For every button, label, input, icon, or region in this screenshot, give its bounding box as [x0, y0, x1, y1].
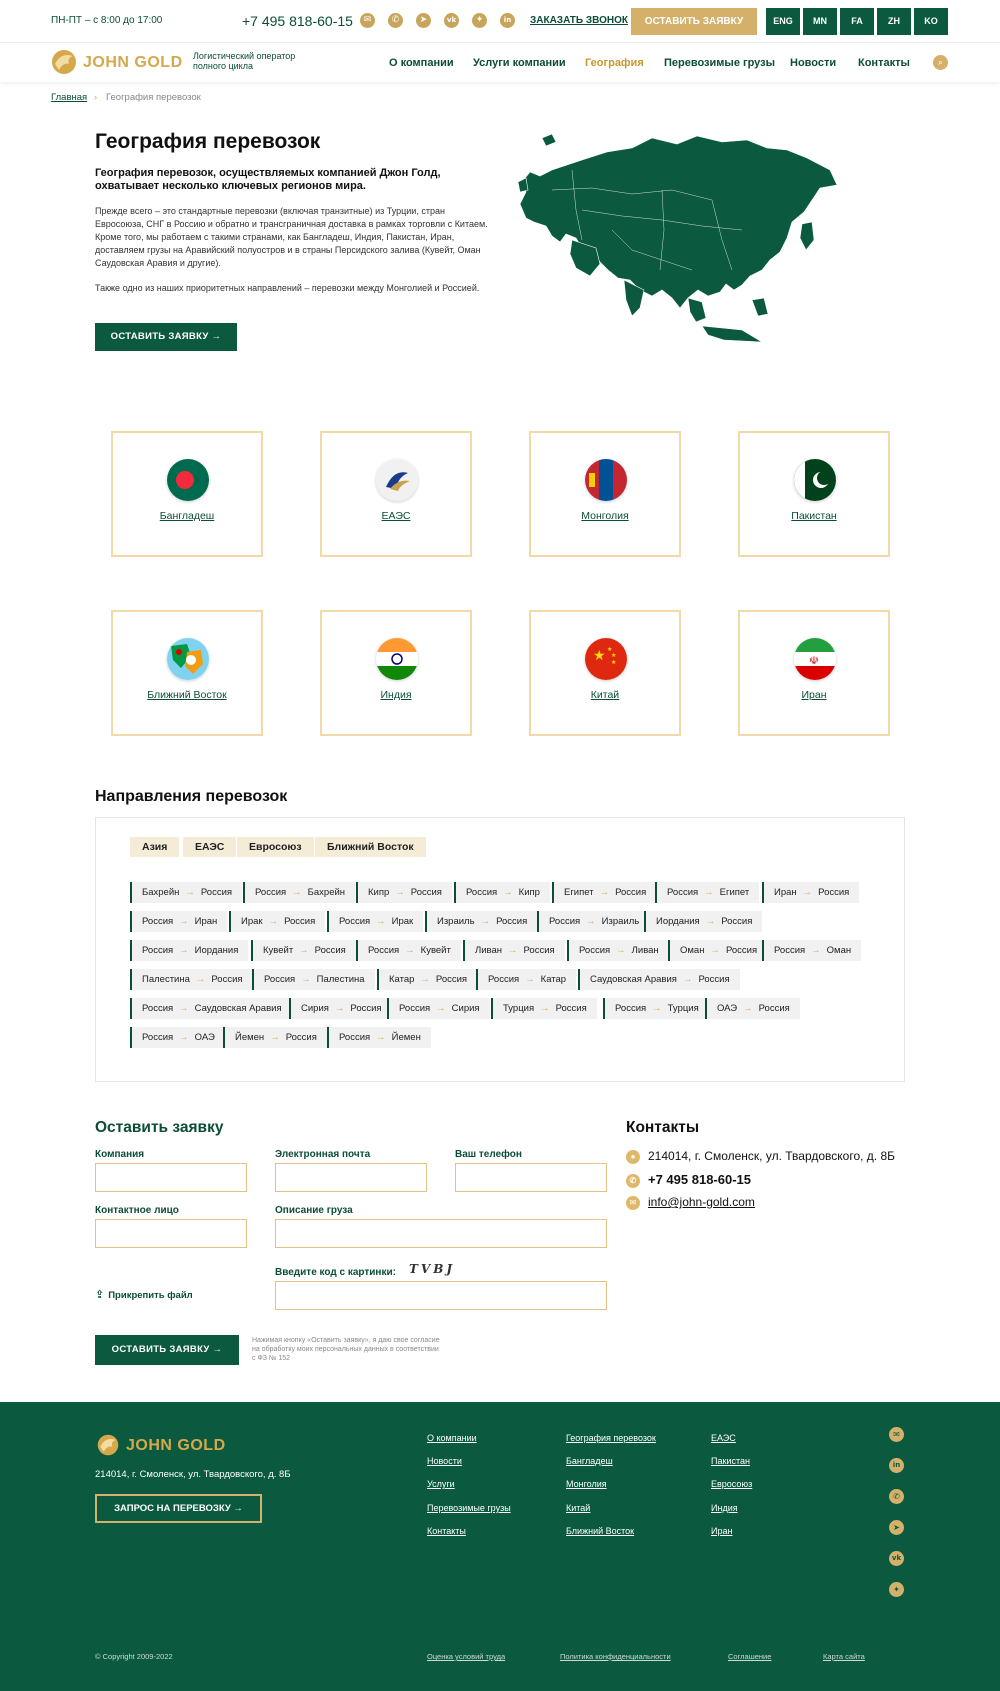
region-name: Иран: [801, 689, 827, 701]
location-icon: ●: [626, 1150, 640, 1164]
route-chip[interactable]: [223, 1027, 327, 1048]
region-name: Ближний Восток: [147, 689, 227, 701]
route-chip[interactable]: [130, 940, 248, 961]
route-origin: Ливан: [475, 945, 503, 956]
route-origin: Иордания: [656, 916, 700, 927]
submit-label: ОСТАВИТЬ ЗАЯВКУ: [111, 1344, 210, 1355]
form-title: Оставить заявку: [95, 1119, 224, 1136]
route-destination: Россия: [200, 887, 233, 898]
footer-bottom-link[interactable]: Карта сайта: [823, 1652, 865, 1661]
route-destination: Палестина: [316, 974, 365, 985]
route-destination: Россия: [284, 916, 316, 927]
working-hours: ПН-ПТ – с 8:00 до 17:00: [51, 15, 163, 26]
route-destination: Ливан: [631, 945, 659, 956]
arrow-right-icon: →: [704, 887, 714, 898]
route-destination: Россия: [285, 1032, 317, 1043]
region-card-india[interactable]: [320, 610, 472, 736]
callback-link[interactable]: ЗАКАЗАТЬ ЗВОНОК: [530, 15, 628, 26]
email-input[interactable]: [275, 1163, 427, 1192]
route-chip[interactable]: [425, 911, 537, 932]
route-chip[interactable]: [762, 882, 859, 903]
region-name: Бангладеш: [159, 510, 215, 522]
iran-flag-icon: [794, 638, 836, 680]
arrow-right-icon: →: [705, 916, 716, 927]
telegram-icon[interactable]: ➤: [416, 13, 431, 28]
footer-link[interactable]: Пакистан: [711, 1456, 750, 1466]
nav-services[interactable]: Услуги компании: [473, 57, 566, 69]
arrow-right-icon: →: [195, 974, 206, 985]
route-chip[interactable]: [387, 998, 490, 1019]
route-destination: Саудовская Аравия: [194, 1003, 282, 1014]
submit-request-button[interactable]: ОСТАВИТЬ ЗАЯВКУ →: [95, 1335, 239, 1365]
whatsapp-icon[interactable]: ✆: [889, 1489, 904, 1504]
pakistan-flag-icon: [794, 459, 836, 501]
consent-note: Нажимая кнопку «Оставить заявку», я даю свое согласие на обработку моих персональных данных в соответствии с ФЗ № 152: [252, 1337, 440, 1362]
route-destination: ОАЭ: [194, 1032, 215, 1043]
route-origin: Россия: [255, 887, 287, 898]
footer-bottom-link[interactable]: Соглашение: [728, 1652, 772, 1661]
route-origin: Саудовская Аравия: [590, 974, 677, 985]
route-chip[interactable]: [356, 882, 452, 903]
route-destination: Россия: [758, 1003, 790, 1014]
arrow-right-icon: →: [420, 974, 430, 985]
route-origin: Россия: [142, 1003, 174, 1014]
route-chip[interactable]: [603, 998, 709, 1019]
region-card-china[interactable]: [529, 610, 681, 736]
breadcrumb-home[interactable]: Главная: [51, 92, 88, 103]
route-origin: Россия: [339, 1032, 371, 1043]
route-chip[interactable]: [552, 882, 656, 903]
route-chip[interactable]: [130, 1027, 225, 1048]
copyright: © Copyright 2009-2022: [95, 1652, 173, 1661]
vk-icon[interactable]: vk: [444, 13, 459, 28]
whatsapp-icon[interactable]: ✆: [388, 13, 403, 28]
route-origin: Кувейт: [263, 945, 294, 956]
bangladesh-flag-icon: [167, 459, 209, 501]
route-chip[interactable]: [252, 969, 375, 990]
company-label: Компания: [95, 1149, 145, 1160]
arrow-right-icon: →: [334, 1003, 345, 1014]
route-chip[interactable]: [377, 969, 477, 990]
arrow-right-icon: →: [525, 974, 535, 985]
route-chip[interactable]: [567, 940, 669, 961]
footer-transport-request-button[interactable]: ЗАПРОС НА ПЕРЕВОЗКУ →: [95, 1494, 262, 1523]
arrow-right-icon: →: [743, 1003, 753, 1014]
route-chip[interactable]: [454, 882, 550, 903]
footer-link[interactable]: Услуги: [427, 1479, 455, 1489]
email-label: Электронная почта: [275, 1149, 371, 1160]
contact-person-label: Контактное лицо: [95, 1205, 179, 1216]
footer-link[interactable]: Бангладеш: [566, 1456, 613, 1466]
svg-text:★: ★: [593, 648, 606, 664]
region-name: Монголия: [581, 510, 629, 522]
captcha-label: Введите код с картинки:: [275, 1267, 396, 1278]
region-card-bangladesh[interactable]: [111, 431, 263, 557]
svg-text:☫: ☫: [809, 654, 819, 667]
route-chip[interactable]: [491, 998, 597, 1019]
contact-address: [626, 1149, 895, 1164]
route-chip[interactable]: [356, 940, 461, 961]
region-card-iran[interactable]: [738, 610, 890, 736]
region-card-middle-east[interactable]: [111, 610, 263, 736]
arrow-right-icon: →: [270, 1032, 280, 1043]
route-origin: ОАЭ: [717, 1003, 738, 1014]
search-icon[interactable]: ⌕: [933, 55, 948, 70]
route-origin: Израиль: [437, 916, 475, 927]
route-destination: Йемен: [391, 1032, 421, 1043]
arrow-right-icon: →: [480, 916, 491, 927]
arrow-right-icon: →: [301, 974, 311, 985]
footer-link[interactable]: Евросоюз: [711, 1479, 753, 1489]
route-origin: Катар: [389, 974, 415, 985]
route-chip[interactable]: [668, 940, 767, 961]
svg-text:★: ★: [611, 659, 617, 666]
telegram-icon[interactable]: ➤: [889, 1520, 904, 1535]
arrow-right-icon: →: [508, 945, 518, 956]
route-chip[interactable]: [130, 969, 253, 990]
footer-address: 214014, г. Смоленск, ул. Твардовского, д. 8Б: [95, 1469, 291, 1480]
captcha-image: TVBJ: [409, 1262, 456, 1276]
route-origin: Россия: [549, 916, 581, 927]
route-origin: Россия: [368, 945, 400, 956]
footer-logo-icon[interactable]: [95, 1433, 121, 1457]
route-origin: Бахрейн: [142, 887, 180, 898]
footer-link[interactable]: Контакты: [427, 1526, 466, 1536]
top-phone[interactable]: +7 495 818-60-15: [242, 13, 353, 29]
footer-bottom-link[interactable]: Политика конфиденциальности: [560, 1652, 671, 1661]
route-chip[interactable]: [762, 940, 861, 961]
arrow-right-icon: →: [540, 1003, 550, 1014]
region-name: Пакистан: [791, 510, 837, 522]
main-header: [0, 42, 1000, 82]
footer-link[interactable]: Новости: [427, 1456, 462, 1466]
route-destination: Египет: [719, 887, 750, 898]
route-chip[interactable]: [655, 882, 759, 903]
middle-east-flags-icon: [167, 638, 209, 680]
region-name: ЕАЭС: [381, 510, 411, 522]
route-chip[interactable]: [537, 911, 649, 932]
cargo-description-input[interactable]: [275, 1219, 607, 1248]
footer-link[interactable]: Индия: [711, 1503, 738, 1513]
route-origin: Россия: [339, 916, 371, 927]
nav-cargo[interactable]: Перевозимые грузы: [664, 57, 775, 69]
nav-about[interactable]: О компании: [389, 57, 454, 69]
arrow-right-icon: →: [405, 945, 415, 956]
cargo-description-label: Описание груза: [275, 1205, 353, 1216]
route-destination: Россия: [615, 887, 647, 898]
route-origin: Россия: [399, 1003, 431, 1014]
region-name: Китай: [590, 689, 620, 701]
route-destination: Ирак: [391, 916, 414, 927]
route-destination: Россия: [435, 974, 468, 985]
captcha-input[interactable]: [275, 1281, 607, 1310]
route-destination: Россия: [314, 945, 346, 956]
arrow-right-icon: →: [179, 945, 189, 956]
arrow-right-icon: →: [185, 887, 195, 898]
intro-request-label: ОСТАВИТЬ ЗАЯВКУ: [110, 331, 209, 342]
route-origin: Ирак: [241, 916, 263, 927]
route-destination: Россия: [721, 916, 753, 927]
arrow-right-icon: →: [682, 974, 693, 985]
svg-text:★: ★: [607, 646, 613, 653]
arrow-right-icon: →: [292, 887, 302, 898]
directions-title: Направления перевозок: [95, 788, 288, 805]
arrow-right-icon: →: [179, 1003, 189, 1014]
region-card-pakistan[interactable]: [738, 431, 890, 557]
route-origin: Иран: [774, 887, 797, 898]
arrow-right-icon: →: [599, 887, 610, 898]
tab-asia[interactable]: Азия: [130, 837, 179, 857]
route-origin: Египет: [564, 887, 594, 898]
mail-icon[interactable]: ✉: [360, 13, 375, 28]
arrow-right-icon: →: [652, 1003, 662, 1014]
arrow-right-icon: →: [811, 945, 821, 956]
route-chip[interactable]: [476, 969, 576, 990]
route-chip[interactable]: [130, 882, 242, 903]
phone-label: Ваш телефон: [455, 1149, 522, 1160]
breadcrumb-current: География перевозок: [106, 92, 201, 103]
nav-contacts[interactable]: Контакты: [858, 57, 910, 69]
route-origin: Россия: [466, 887, 498, 898]
contact-email-text: info@john-gold.com: [648, 1195, 755, 1209]
route-chip[interactable]: [327, 1027, 431, 1048]
route-destination: Россия: [350, 1003, 382, 1014]
attach-file-label: Прикрепить файл: [108, 1290, 193, 1301]
region-card-eaeu[interactable]: [320, 431, 472, 557]
page-title: География перевозок: [95, 130, 321, 153]
route-origin: Йемен: [235, 1032, 265, 1043]
top-bar: [0, 0, 1000, 42]
eaeu-emblem-icon: [376, 459, 418, 501]
route-origin: Россия: [615, 1003, 647, 1014]
route-destination: Россия: [725, 945, 758, 956]
footer-link[interactable]: Монголия: [566, 1479, 607, 1489]
arrow-right-icon: →: [268, 916, 279, 927]
brand-tagline: Логистический оператор полного цикла: [193, 51, 296, 71]
nav-geography[interactable]: География: [585, 57, 644, 69]
arrow-right-icon: →: [376, 916, 386, 927]
arrow-right-icon: →: [616, 945, 626, 956]
intro-request-button[interactable]: ОСТАВИТЬ ЗАЯВКУ →: [95, 323, 237, 351]
route-origin: Турция: [503, 1003, 535, 1014]
route-destination: Израиль: [601, 916, 640, 927]
route-chip[interactable]: [229, 911, 325, 932]
attach-file-button[interactable]: [95, 1288, 193, 1301]
route-origin: Россия: [488, 974, 520, 985]
yandex-zen-icon[interactable]: ✦: [472, 13, 487, 28]
tab-middle-east[interactable]: Ближний Восток: [315, 837, 426, 857]
route-chip[interactable]: [327, 911, 423, 932]
arrow-right-icon: →: [436, 1003, 446, 1014]
mongolia-flag-icon: [585, 459, 627, 501]
route-origin: Палестина: [142, 974, 190, 985]
footer-brand[interactable]: JOHN GOLD: [126, 1437, 226, 1454]
route-destination: Кувейт: [420, 945, 451, 956]
route-destination: Россия: [698, 974, 730, 985]
route-destination: Россия: [410, 887, 442, 898]
yandex-zen-icon[interactable]: ✦: [889, 1582, 904, 1597]
route-origin: Россия: [579, 945, 611, 956]
arrow-right-icon: →: [802, 887, 813, 898]
footer-link[interactable]: Перевозимые грузы: [427, 1503, 511, 1513]
route-destination: Россия: [211, 974, 243, 985]
footer-link[interactable]: Иран: [711, 1526, 733, 1536]
arrow-right-icon: →: [710, 945, 720, 956]
route-destination: Россия: [555, 1003, 587, 1014]
intro-lead: География перевозок, осуществляемых компанией Джон Голд, охватывает несколько ключевых регионов мира.: [95, 167, 441, 192]
footer-bottom-link[interactable]: Оценка условий труда: [427, 1652, 506, 1661]
arrow-right-icon: →: [503, 887, 513, 898]
footer-link[interactable]: Китай: [566, 1503, 591, 1513]
nav-news[interactable]: Новости: [790, 57, 837, 69]
contact-person-input[interactable]: [95, 1219, 247, 1248]
route-origin: Россия: [142, 916, 174, 927]
route-origin: Россия: [667, 887, 699, 898]
address-text: 214014, г. Смоленск, ул. Твардовского, д. 8Б: [648, 1149, 896, 1163]
lang-zh[interactable]: ZH: [877, 8, 911, 35]
contact-email[interactable]: [626, 1195, 755, 1210]
lang-eng[interactable]: ENG: [766, 8, 800, 35]
phone-input[interactable]: [455, 1163, 607, 1192]
route-destination: Кипр: [518, 887, 540, 898]
logo-icon[interactable]: [49, 48, 79, 76]
route-destination: Катар: [540, 974, 567, 985]
footer-button-label: ЗАПРОС НА ПЕРЕВОЗКУ: [114, 1503, 231, 1514]
tab-eu[interactable]: Евросоюз: [237, 837, 314, 857]
route-origin: Россия: [264, 974, 296, 985]
brand-name[interactable]: JOHN GOLD: [83, 54, 183, 71]
route-origin: Оман: [680, 945, 705, 956]
route-destination: Иран: [194, 916, 218, 927]
arrow-right-icon: →: [179, 916, 189, 927]
route-origin: Россия: [774, 945, 806, 956]
contacts-title: Контакты: [626, 1119, 700, 1136]
intro-paragraph-1: Прежде всего – это стандартные перевозки (включая транзитные) из Турции, стран Евросоюза, СНГ в Россию и обратно и трансграничная доставка в рамках торговли с Китаем. Кроме того, мы работаем с такими странами, как Бангладеш, Индия, Пакистан, Иран, доставляем грузы на Аравийский полуостров и в страны Персидского залива (Кувейт, Оман Саудовская Аравия и другие).: [95, 206, 488, 268]
breadcrumb-separator: ›: [94, 92, 98, 103]
route-chip[interactable]: [705, 998, 800, 1019]
route-chip[interactable]: [578, 969, 740, 990]
svg-text:★: ★: [611, 652, 617, 659]
route-origin: Сирия: [301, 1003, 329, 1014]
footer-link[interactable]: О компании: [427, 1433, 477, 1443]
arrow-right-icon: →: [376, 1032, 386, 1043]
route-chip[interactable]: [243, 882, 355, 903]
eurasia-map-image: [512, 130, 842, 345]
arrow-right-icon: →: [586, 916, 596, 927]
route-destination: Россия: [496, 916, 528, 927]
route-destination: Россия: [523, 945, 555, 956]
route-origin: Россия: [142, 945, 174, 956]
tab-eaeu[interactable]: ЕАЭС: [183, 837, 236, 857]
lang-fa[interactable]: FA: [840, 8, 874, 35]
arrow-right-icon: →: [299, 945, 309, 956]
route-origin: Россия: [142, 1032, 174, 1043]
route-chip[interactable]: [251, 940, 356, 961]
contact-phone[interactable]: [626, 1172, 751, 1188]
route-destination: Иордания: [194, 945, 239, 956]
route-destination: Бахрейн: [307, 887, 346, 898]
mail-icon[interactable]: ✉: [889, 1427, 904, 1442]
top-request-button[interactable]: ОСТАВИТЬ ЗАЯВКУ: [631, 8, 757, 35]
route-destination: Сирия: [451, 1003, 480, 1014]
lang-mn[interactable]: MN: [803, 8, 837, 35]
lang-ko[interactable]: KO: [914, 8, 948, 35]
arrow-right-icon: →: [395, 887, 405, 898]
footer-link[interactable]: ЕАЭС: [711, 1433, 736, 1443]
contact-phone-text: +7 495 818-60-15: [648, 1172, 752, 1187]
route-chip[interactable]: [289, 998, 392, 1019]
china-flag-icon: [585, 638, 627, 680]
footer-link[interactable]: География перевозок: [566, 1433, 656, 1443]
route-destination: Россия: [818, 887, 850, 898]
company-input[interactable]: [95, 1163, 247, 1192]
linkedin-icon[interactable]: in: [889, 1458, 904, 1473]
linkedin-icon[interactable]: in: [500, 13, 515, 28]
route-origin: Кипр: [368, 887, 390, 898]
mail-icon: ✉: [626, 1196, 640, 1210]
india-flag-icon: [376, 638, 418, 680]
phone-icon: ✆: [626, 1174, 640, 1188]
route-chip[interactable]: [644, 911, 762, 932]
route-chip[interactable]: [130, 998, 292, 1019]
upload-icon: ⇪: [95, 1288, 105, 1301]
intro-paragraph-2: Также одно из наших приоритетных направлений – перевозки между Монголией и Россией.: [95, 283, 480, 293]
route-chip[interactable]: [130, 911, 227, 932]
region-name: Индия: [380, 689, 412, 701]
arrow-right-icon: →: [179, 1032, 189, 1043]
vk-icon[interactable]: vk: [889, 1551, 904, 1566]
route-chip[interactable]: [463, 940, 565, 961]
route-destination: Оман: [826, 945, 852, 956]
region-card-mongolia[interactable]: [529, 431, 681, 557]
footer-link[interactable]: Ближний Восток: [566, 1526, 635, 1536]
route-destination: Турция: [667, 1003, 699, 1014]
